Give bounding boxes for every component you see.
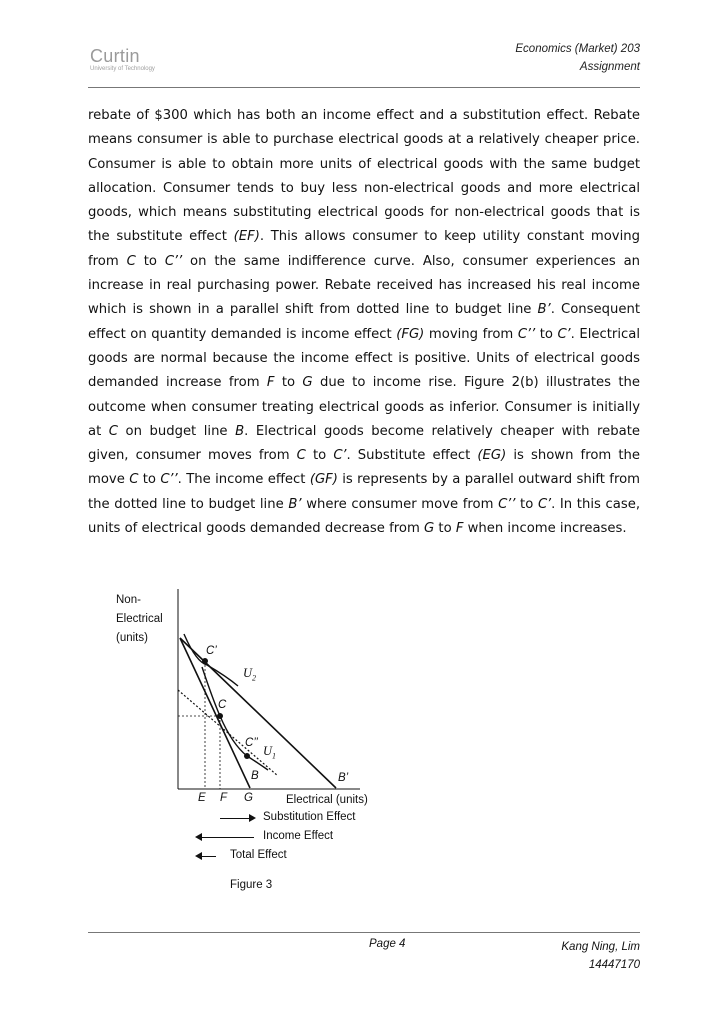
y-axis-label-line-2: Electrical xyxy=(116,613,163,625)
label-b: B xyxy=(251,770,259,782)
point-c-double-prime xyxy=(244,753,250,759)
indifference-curve-u2 xyxy=(184,634,238,686)
label-u1: $U_1$ xyxy=(263,744,277,761)
budget-line-b xyxy=(180,638,250,788)
point-c-prime xyxy=(202,658,208,664)
x-axis-label: Electrical (units) xyxy=(286,794,368,806)
author-name: Kang Ning, Lim xyxy=(561,941,640,953)
tick-f: F xyxy=(220,792,228,804)
label-b-prime: B’ xyxy=(338,772,349,784)
legend-income-effect: Income Effect xyxy=(263,830,334,842)
legend-substitution-effect: Substitution Effect xyxy=(263,811,356,823)
footer-author-block xyxy=(561,938,640,974)
income-effect-arrow xyxy=(197,837,254,838)
student-id: 14447170 xyxy=(588,959,640,971)
y-axis-label-line-3: (units) xyxy=(116,632,148,644)
logo-subtext: University of Technology xyxy=(90,66,155,72)
substitution-effect-arrow xyxy=(220,818,254,819)
point-c xyxy=(217,713,223,719)
y-axis-label-line-1: Non- xyxy=(116,594,141,606)
figure-caption: Figure 3 xyxy=(230,879,273,891)
tick-e: E xyxy=(198,792,206,804)
total-effect-arrow xyxy=(197,856,216,857)
label-c: C xyxy=(218,699,227,711)
logo-text: Curtin xyxy=(90,46,140,66)
page-number: Page 4 xyxy=(369,938,406,950)
legend-total-effect: Total Effect xyxy=(230,849,287,861)
document-type: Assignment xyxy=(579,61,640,73)
label-c-double-prime: C’’ xyxy=(245,737,258,749)
footer-divider xyxy=(88,932,640,933)
body-paragraph: rebate of $300 which has both an income effect and a substitution effect. Rebate means consumer is able to purchase electrical goods at a relatively cheaper price. Consumer is able to obtain more units of electrical goods with the same budget allocation. Consumer tends to buy less non-electrical goods and more electrical goods, which means substituting electrical goods for non-electrical goods that is the substitute effect (EF). This allows consumer to keep utility constant moving from C to C’’ on the same indifference curve. Also, consumer experiences an increase in real purchasing power. Rebate received has increased his real income which is shown in a parallel shift from dotted line to budget line B’. Consequent effect on quantity demanded is income effect (FG) moving from C’’ to C’. Electrical goods are normal because the income effect is positive. Units of electrical goods demanded increase from F to G due to income rise. Figure 2(b) illustrates the outcome when consumer treating electrical goods as inferior. Consumer is initially at C on budget line B. Electrical goods become relatively cheaper with rebate given, consumer moves from C to C’. Substitute effect (EG) is shown from the move C to C’’. The income effect (GF) is represents by a parallel outward shift from the dotted line to budget line B’ where consumer move from C’’ to C’. In this case, units of electrical goods demanded decrease from G to F when income increases. xyxy=(88,108,641,537)
label-c-prime: C’ xyxy=(206,645,217,657)
tick-g: G xyxy=(244,792,253,804)
label-u2: $U_2$ xyxy=(243,666,257,683)
course-title: Economics (Market) 203 xyxy=(515,43,640,55)
